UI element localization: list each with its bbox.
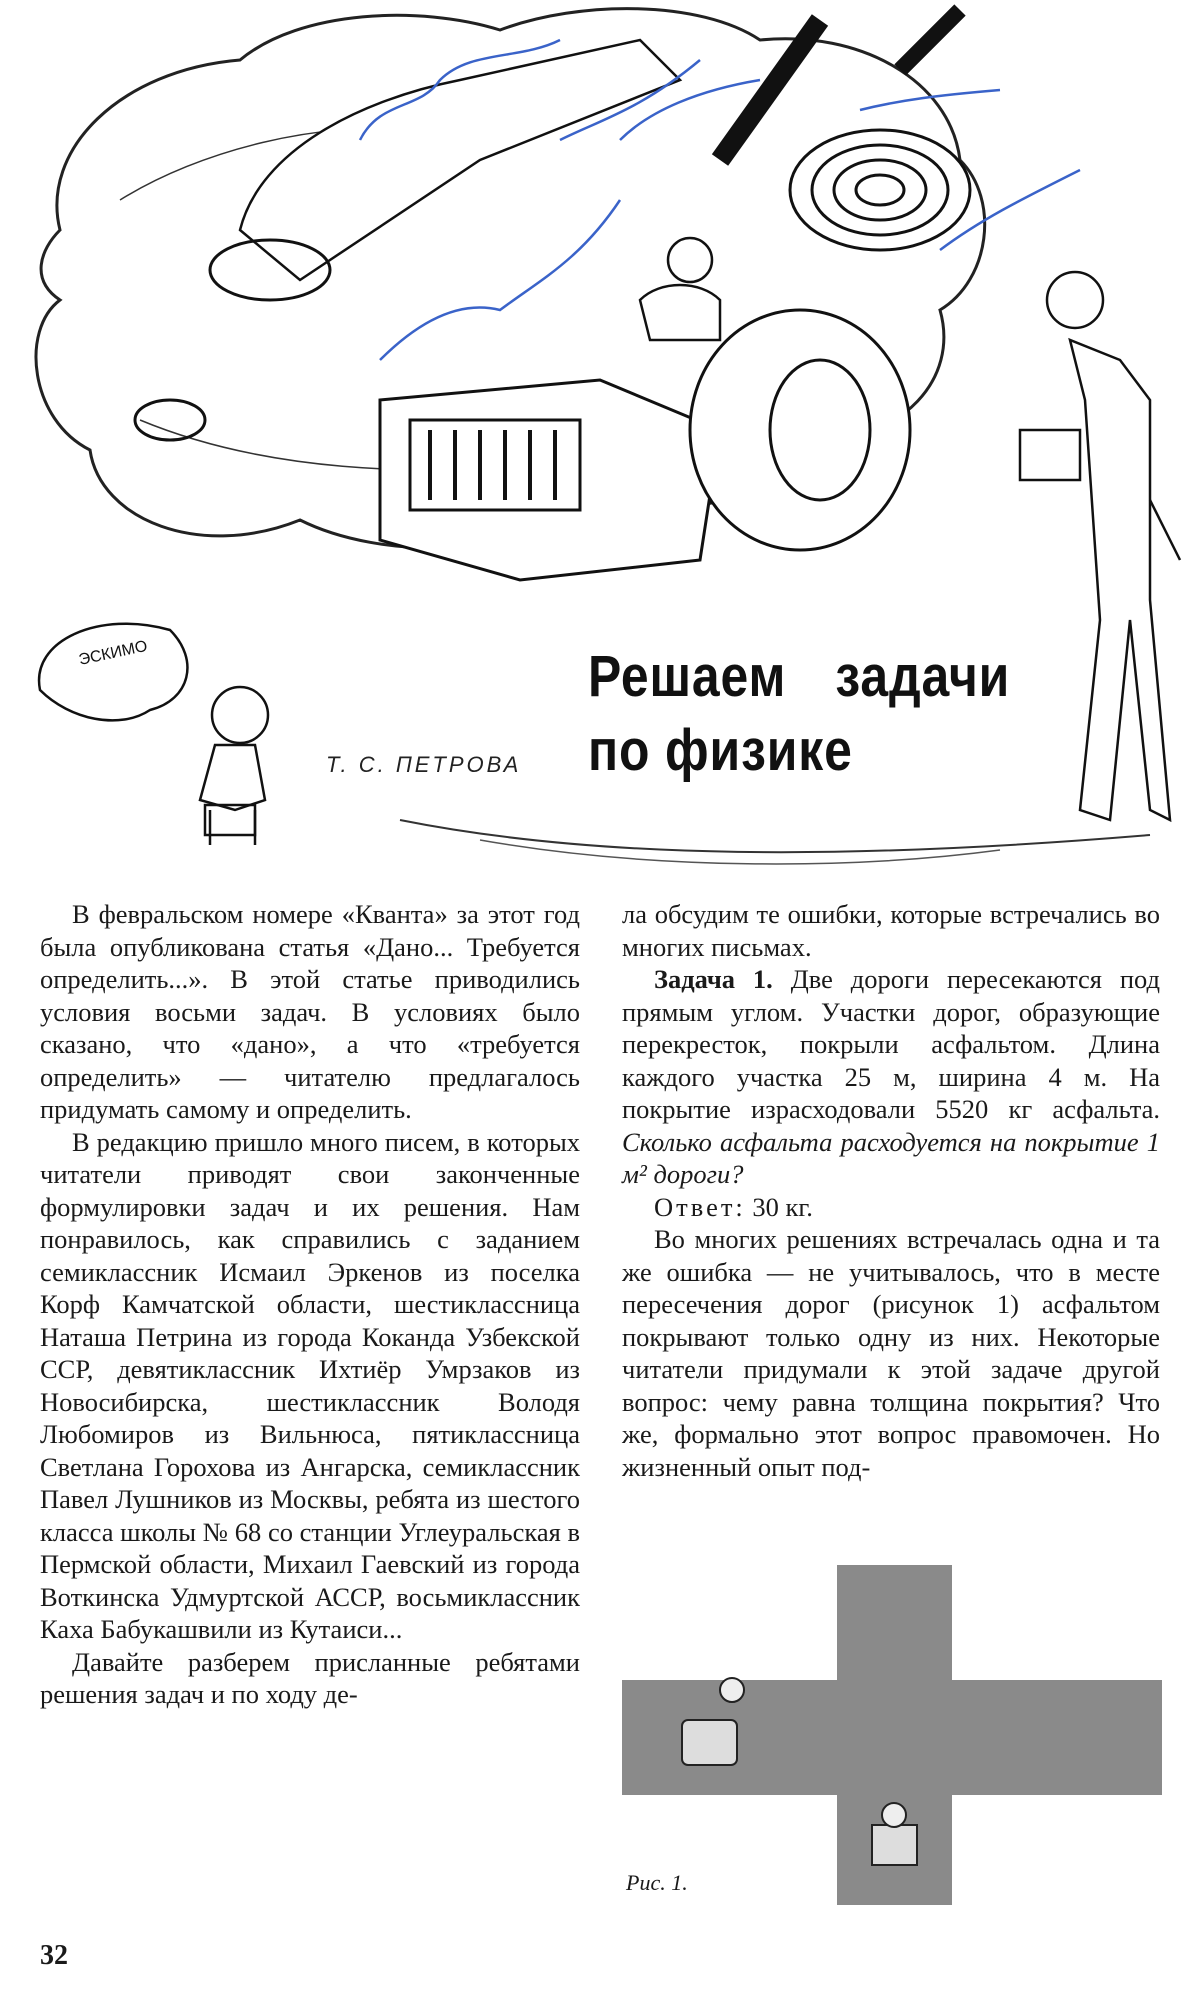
title-line-1: Решаем задачи (588, 644, 1011, 709)
speed-lines (400, 820, 1150, 852)
professor-drawing (1020, 272, 1180, 820)
roller-icon (872, 1825, 917, 1865)
spiral-drawing (790, 130, 970, 250)
eskimo-sign: ЭСКИМО (77, 637, 149, 669)
answer-label: Ответ: (654, 1191, 746, 1222)
paragraph: В редакцию пришло много писем, в которых читатели приводят свои законченные формулировки задач и их решения. Нам понравилось, как справились с заданием семиклассник Исмаил Эркенов из поселка Корф Камчатской области, шестиклассница Наташа Петрина из города Коканда Узбекской ССР, девятиклассник Ихтиёр Умрзаков из Новосибирска, шестиклассник Володя Любомиров из Вильнюса, пятиклассница Светлана Горохова из Ангарска, семиклассник Павел Лушников из Москвы, ребята из шестого класса школы № 68 со станции Углеуральская в Пермской области, Михаил Гаевский из города Воткинска Удмуртской АССР, восьмиклассник Каха Бабукашвили из Кутаиси... (40, 1126, 580, 1644)
problem-label: Задача 1. (654, 964, 773, 994)
figure-caption: Рис. 1. (626, 1870, 688, 1895)
article-title (588, 640, 1018, 788)
answer-line (622, 1191, 1160, 1224)
page-number: 32 (40, 1940, 68, 1971)
figure-1-crossroads (622, 1565, 1162, 1905)
paragraph: В февральском номере «Кванта» за этот год была опубликована статья «Дано... Требуется определить...». В этой статье приводились условия восьми задач. В условиях было сказано, что «дано», а что «требуется определить» — читателю предлагалось придумать самому и определить. (40, 899, 580, 1124)
problem-statement (622, 963, 1160, 1191)
title-line-2: по физике (588, 718, 853, 783)
roller-icon (682, 1720, 737, 1765)
author-name: Т. С. ПЕТРОВА (326, 752, 522, 777)
paragraph: Давайте разберем присланные ребятами решения задач и по ходу де- (40, 1646, 580, 1709)
column-left (40, 898, 580, 1711)
boy-drawing (39, 624, 268, 845)
column-right (622, 898, 1160, 1483)
road-roller-drawing (380, 238, 910, 580)
problem-text: Две дороги пересекаются под прямым углом. Участки дорог, образующие перекресток, покрыли асфальтом. Длина каждого участка 25 м, ширина 4 м. На покрытие израсходовали 5520 кг асфальта. (622, 964, 1160, 1124)
paragraph: Во многих решениях встречалась одна и та же ошибка — не учитывалось, что в месте пересечения дорог (рисунок 1) асфальтом покрывают только одну из них. Некоторые читатели придумали к этой задаче другой вопрос: чему равна толщина покрытия? Что же, формально этот вопрос правомочен. Но жизненный опыт под- (622, 1224, 1160, 1482)
paragraph-continuation: ла обсудим те ошибки, которые встречались во многих письмах. (622, 899, 1160, 962)
answer-value: 30 кг. (745, 1191, 813, 1222)
problem-question: Сколько асфальта расходуется на покрытие 1 м² дороги? (622, 1126, 1160, 1189)
